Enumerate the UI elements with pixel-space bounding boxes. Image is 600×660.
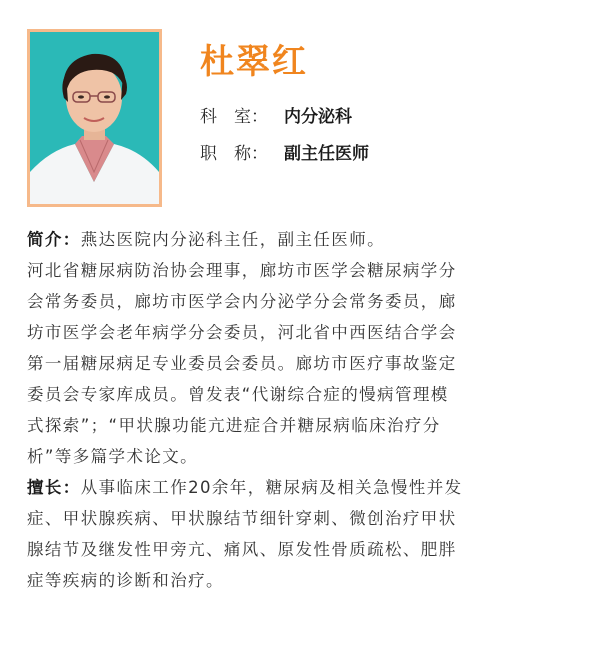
portrait-image xyxy=(30,32,159,204)
intro-line: 会常务委员，廊坊市医学会内分泌学分会常务委员，廊 xyxy=(27,292,457,311)
specialty-line: 症、甲状腺疾病、甲状腺结节细针穿刺、微创治疗甲状 xyxy=(27,509,457,528)
title-label: 职 称： xyxy=(200,144,268,164)
title-row xyxy=(200,143,369,165)
specialty-label: 擅长： xyxy=(27,478,81,497)
department-value: 内分泌科 xyxy=(284,107,352,127)
department-row xyxy=(200,106,352,128)
specialty-first-line xyxy=(27,472,567,503)
intro-line: 析”等多篇学术论文。 xyxy=(27,447,199,466)
intro-first-line xyxy=(27,224,567,255)
department-label: 科 室： xyxy=(200,107,268,127)
specialty-first-text: 从事临床工作20余年，糖尿病及相关急慢性并发 xyxy=(80,478,463,497)
specialty-line: 腺结节及继发性甲旁亢、痛风、原发性骨质疏松、肥胖 xyxy=(27,540,457,559)
biography xyxy=(27,224,567,596)
doctor-portrait xyxy=(30,32,159,204)
portrait-frame xyxy=(27,29,162,207)
specialty-line: 症等疾病的诊断和治疗。 xyxy=(27,571,224,590)
title-value: 副主任医师 xyxy=(284,144,369,164)
intro-line: 坊市医学会老年病学分会委员，河北省中西医结合学会 xyxy=(27,323,457,342)
doctor-name: 杜翠红 xyxy=(200,42,308,82)
intro-line: 式探索”；“甲状腺功能亢进症合并糖尿病临床治疗分 xyxy=(27,416,441,435)
intro-line: 第一届糖尿病足专业委员会委员。廊坊市医疗事故鉴定 xyxy=(27,354,457,373)
intro-first-text: 燕达医院内分泌科主任，副主任医师。 xyxy=(80,230,386,249)
intro-line: 委员会专家库成员。曾发表“代谢综合症的慢病管理模 xyxy=(27,385,449,404)
intro-label: 简介： xyxy=(27,230,81,249)
intro-line: 河北省糖尿病防治协会理事，廊坊市医学会糖尿病学分 xyxy=(27,261,457,280)
